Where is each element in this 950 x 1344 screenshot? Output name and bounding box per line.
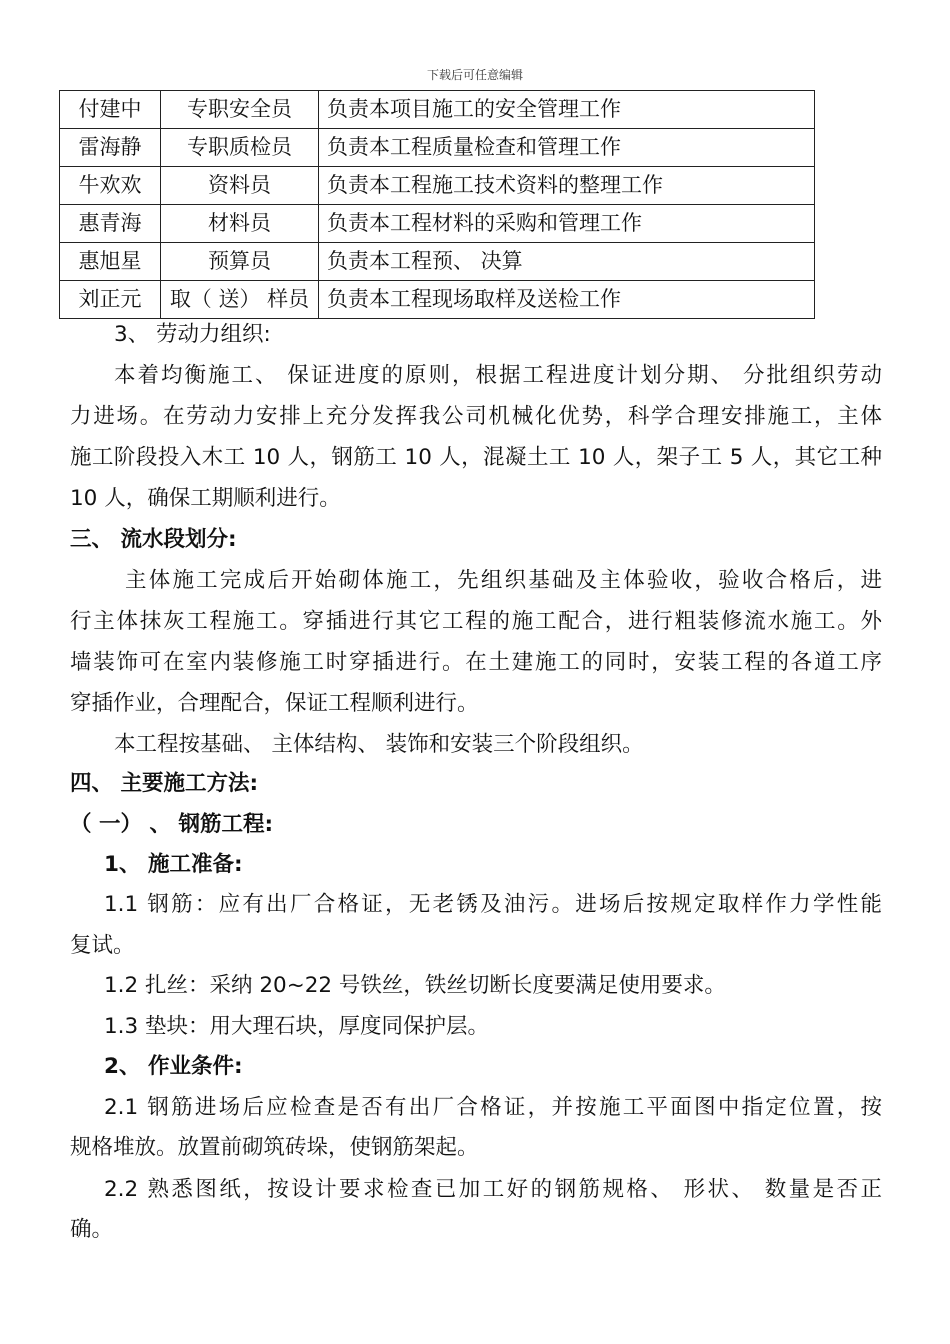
table-row bbox=[60, 129, 815, 167]
paragraph-line: 穿插作业，合理配合，保证工程顺利进行。 bbox=[70, 691, 479, 716]
paragraph-line: 规格堆放。放置前砌筑砖垛，使钢筋架起。 bbox=[70, 1135, 479, 1160]
section-heading: 3、 劳动力组织: bbox=[114, 322, 271, 347]
staff-role: 材料员 bbox=[161, 205, 319, 243]
staff-role: 专职质检员 bbox=[161, 129, 319, 167]
table-row bbox=[60, 205, 815, 243]
section-heading: 三、 流水段划分: bbox=[70, 527, 237, 552]
staff-name: 付建中 bbox=[60, 91, 161, 129]
section-heading: 1、 施工准备: bbox=[104, 852, 243, 877]
paragraph-line: 墙装饰可在室内装修施工时穿插进行。在土建施工的同时，安装工程的各道工序 bbox=[70, 650, 882, 675]
paragraph-line: 施工阶段投入木工 10 人，钢筋工 10 人，混凝土工 10 人，架子工 5 人，其它工种 bbox=[70, 445, 882, 470]
paragraph-line: 1.2 扎丝：采纳 20~22 号铁丝，铁丝切断长度要满足使用要求。 bbox=[104, 973, 726, 998]
paragraph-line: 复试。 bbox=[70, 933, 135, 958]
staff-name: 惠青海 bbox=[60, 205, 161, 243]
staff-role: 专职安全员 bbox=[161, 91, 319, 129]
paragraph-line: 1.3 垫块：用大理石块，厚度同保护层。 bbox=[104, 1014, 490, 1039]
staff-name: 惠旭星 bbox=[60, 243, 161, 281]
staff-name: 牛欢欢 bbox=[60, 167, 161, 205]
section-heading: （ 一） 、 钢筋工程: bbox=[70, 812, 274, 837]
paragraph-line: 10 人，确保工期顺利进行。 bbox=[70, 486, 341, 511]
staff-name: 刘正元 bbox=[60, 281, 161, 319]
paragraph-line: 1.1 钢筋：应有出厂合格证，无老锈及油污。进场后按规定取样作力学性能 bbox=[104, 892, 882, 917]
table-row bbox=[60, 281, 815, 319]
paragraph-line: 本着均衡施工、 保证进度的原则，根据工程进度计划分期、 分批组织劳动 bbox=[114, 363, 882, 388]
staff-duty: 负责本工程现场取样及送检工作 bbox=[319, 281, 815, 319]
table-row bbox=[60, 243, 815, 281]
staff-role: 资料员 bbox=[161, 167, 319, 205]
staff-duty: 负责本工程质量检查和管理工作 bbox=[319, 129, 815, 167]
paragraph-line: 2.1 钢筋进场后应检查是否有出厂合格证，并按施工平面图中指定位置，按 bbox=[104, 1095, 882, 1120]
staff-table bbox=[59, 90, 815, 319]
staff-role: 取（ 送） 样员 bbox=[161, 281, 319, 319]
paragraph-line: 本工程按基础、 主体结构、 装饰和安装三个阶段组织。 bbox=[114, 732, 644, 757]
paragraph-line: 主体施工完成后开始砌体施工，先组织基础及主体验收，验收合格后，进 bbox=[125, 568, 882, 593]
staff-duty: 负责本工程材料的采购和管理工作 bbox=[319, 205, 815, 243]
table-row bbox=[60, 91, 815, 129]
staff-duty: 负责本项目施工的安全管理工作 bbox=[319, 91, 815, 129]
staff-role: 预算员 bbox=[161, 243, 319, 281]
staff-duty: 负责本工程施工技术资料的整理工作 bbox=[319, 167, 815, 205]
paragraph-line: 行主体抹灰工程施工。穿插进行其它工程的施工配合，进行粗装修流水施工。外 bbox=[70, 609, 882, 634]
page-header: 下载后可任意编辑 bbox=[426, 68, 523, 82]
section-heading: 2、 作业条件: bbox=[104, 1054, 243, 1079]
staff-name: 雷海静 bbox=[60, 129, 161, 167]
paragraph-line: 力进场。在劳动力安排上充分发挥我公司机械化优势，科学合理安排施工，主体 bbox=[70, 404, 882, 429]
table-row bbox=[60, 167, 815, 205]
paragraph-line: 2.2 熟悉图纸，按设计要求检查已加工好的钢筋规格、 形状、 数量是否正 bbox=[104, 1177, 882, 1202]
staff-duty: 负责本工程预、 决算 bbox=[319, 243, 815, 281]
section-heading: 四、 主要施工方法: bbox=[70, 771, 259, 796]
paragraph-line: 确。 bbox=[70, 1217, 114, 1242]
